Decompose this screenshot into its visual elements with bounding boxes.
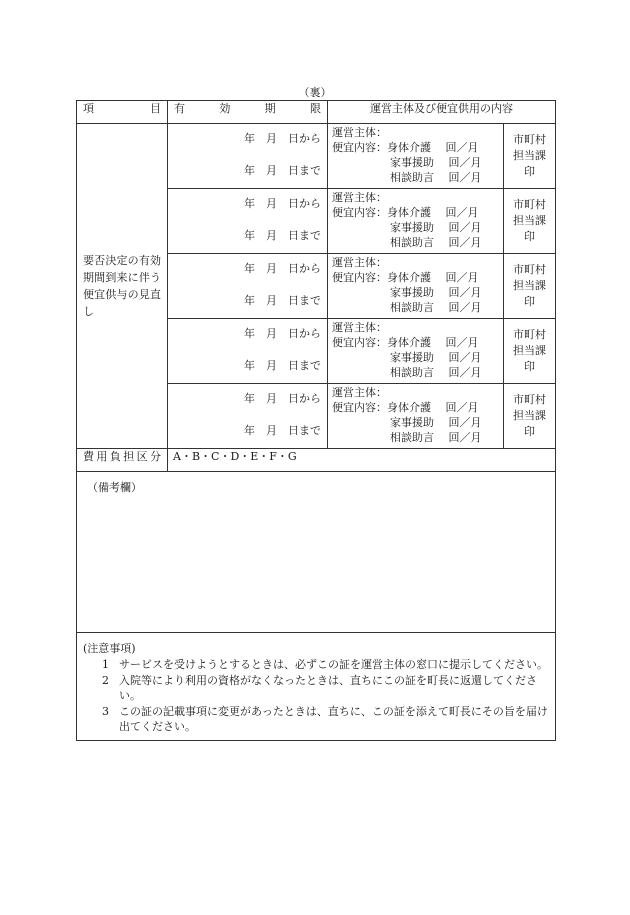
stamp-municipality: 市町村: [513, 263, 546, 276]
date-from: 年 月 日から: [244, 132, 321, 145]
stamp-department: 担当課: [513, 344, 546, 357]
service-prefix: 便宜内容：: [332, 206, 387, 219]
stamp-cell: [504, 384, 556, 449]
stamp-municipality: 市町村: [513, 328, 546, 341]
fee-label: 費用負担区分: [77, 449, 168, 472]
date-to: 年 月 日まで: [244, 359, 321, 372]
stamp-municipality: 市町村: [513, 133, 546, 146]
service-physical-care: 身体介護 回／月: [387, 336, 479, 349]
header-item-char: 項: [83, 102, 94, 115]
stamp-seal: 印: [524, 165, 535, 178]
notes-row: [77, 633, 556, 741]
header-period-char: 期: [264, 102, 276, 115]
remarks-label: （備考欄）: [87, 481, 142, 494]
period-cell[interactable]: [168, 319, 328, 384]
note-number: 2: [102, 674, 109, 687]
operator-label: 運営主体：: [332, 256, 387, 269]
content-cell[interactable]: [328, 319, 504, 384]
content-cell[interactable]: [328, 254, 504, 319]
date-from: 年 月 日から: [244, 392, 321, 405]
note-text: 入院等により利用の資格がなくなったときは、直ちにこの証を町長に返還してください。: [119, 674, 537, 702]
note-item: [83, 657, 549, 672]
service-housework: 家事援助 回／月: [390, 286, 482, 299]
header-item-char: 目: [150, 102, 161, 115]
service-line: [332, 205, 499, 220]
date-to: 年 月 日まで: [244, 424, 321, 437]
stamp-seal: 印: [524, 230, 535, 243]
service-certificate-table: [76, 100, 556, 741]
service-housework: 家事援助 回／月: [390, 351, 482, 364]
note-number: 3: [102, 705, 109, 718]
header-period-char: 有: [174, 102, 185, 115]
date-from: 年 月 日から: [244, 327, 321, 340]
service-consultation: 相談助言 回／月: [390, 431, 482, 444]
date-from: 年 月 日から: [244, 262, 321, 275]
note-number: 1: [102, 658, 109, 671]
remarks-field[interactable]: [77, 472, 556, 633]
stamp-department: 担当課: [513, 409, 546, 422]
operator-label: 運営主体：: [332, 386, 387, 399]
entry-row: [77, 124, 556, 189]
table-header-row: [77, 101, 556, 124]
service-physical-care: 身体介護 回／月: [387, 206, 479, 219]
service-housework: 家事援助 回／月: [390, 416, 482, 429]
service-housework: 家事援助 回／月: [390, 221, 482, 234]
operator-label: 運営主体：: [332, 191, 387, 204]
period-cell[interactable]: [168, 189, 328, 254]
service-prefix: 便宜内容：: [332, 271, 387, 284]
service-consultation: 相談助言 回／月: [390, 301, 482, 314]
fee-classes[interactable]: A・B・C・D・E・F・G: [168, 449, 556, 472]
stamp-municipality: 市町村: [513, 393, 546, 406]
content-cell[interactable]: [328, 124, 504, 189]
stamp-department: 担当課: [513, 279, 546, 292]
period-cell[interactable]: [168, 384, 328, 449]
stamp-seal: 印: [524, 295, 535, 308]
service-line: [332, 335, 499, 350]
page-side-label: （裏）: [298, 86, 332, 99]
service-consultation: 相談助言 回／月: [390, 171, 482, 184]
stamp-cell: [504, 124, 556, 189]
service-housework: 家事援助 回／月: [390, 156, 482, 169]
stamp-municipality: 市町村: [513, 198, 546, 211]
service-prefix: 便宜内容：: [332, 336, 387, 349]
date-to: 年 月 日まで: [244, 229, 321, 242]
remarks-row: [77, 472, 556, 633]
service-prefix: 便宜内容：: [332, 401, 387, 414]
stamp-department: 担当課: [513, 214, 546, 227]
stamp-seal: 印: [524, 360, 535, 373]
stamp-seal: 印: [524, 425, 535, 438]
stamp-department: 担当課: [513, 149, 546, 162]
header-period-char: 効: [219, 102, 231, 115]
date-from: 年 月 日から: [244, 197, 321, 210]
fee-row: [77, 449, 556, 472]
stamp-cell: [504, 254, 556, 319]
note-item: [83, 673, 549, 703]
content-cell[interactable]: [328, 384, 504, 449]
service-line: [332, 400, 499, 415]
side-label: 要否決定の有効期間到来に伴う便宜供与の見直し: [77, 124, 168, 449]
period-cell[interactable]: [168, 124, 328, 189]
notes-title: (注意事項): [83, 642, 136, 655]
stamp-cell: [504, 319, 556, 384]
notes-section: [77, 633, 556, 741]
stamp-cell: [504, 189, 556, 254]
service-physical-care: 身体介護 回／月: [387, 401, 479, 414]
operator-label: 運営主体：: [332, 126, 387, 139]
header-content: 運営主体及び便宜供用の内容: [328, 101, 556, 124]
header-validity-period: [168, 101, 328, 124]
service-consultation: 相談助言 回／月: [390, 366, 482, 379]
date-to: 年 月 日まで: [244, 294, 321, 307]
service-consultation: 相談助言 回／月: [390, 236, 482, 249]
note-text: この証の記載事項に変更があったときは、直ちに、この証を添えて町長にその旨を届け出てください。: [119, 705, 548, 733]
date-to: 年 月 日まで: [244, 164, 321, 177]
header-item: [77, 101, 168, 124]
note-text: サービスを受けようとするときは、必ずこの証を運営主体の窓口に提示してください。: [119, 658, 548, 671]
service-prefix: 便宜内容：: [332, 141, 387, 154]
service-physical-care: 身体介護 回／月: [387, 141, 479, 154]
service-line: [332, 270, 499, 285]
service-line: [332, 140, 499, 155]
header-period-char: 限: [309, 102, 321, 115]
note-item: [83, 704, 549, 734]
service-physical-care: 身体介護 回／月: [387, 271, 479, 284]
operator-label: 運営主体：: [332, 321, 387, 334]
content-cell[interactable]: [328, 189, 504, 254]
period-cell[interactable]: [168, 254, 328, 319]
